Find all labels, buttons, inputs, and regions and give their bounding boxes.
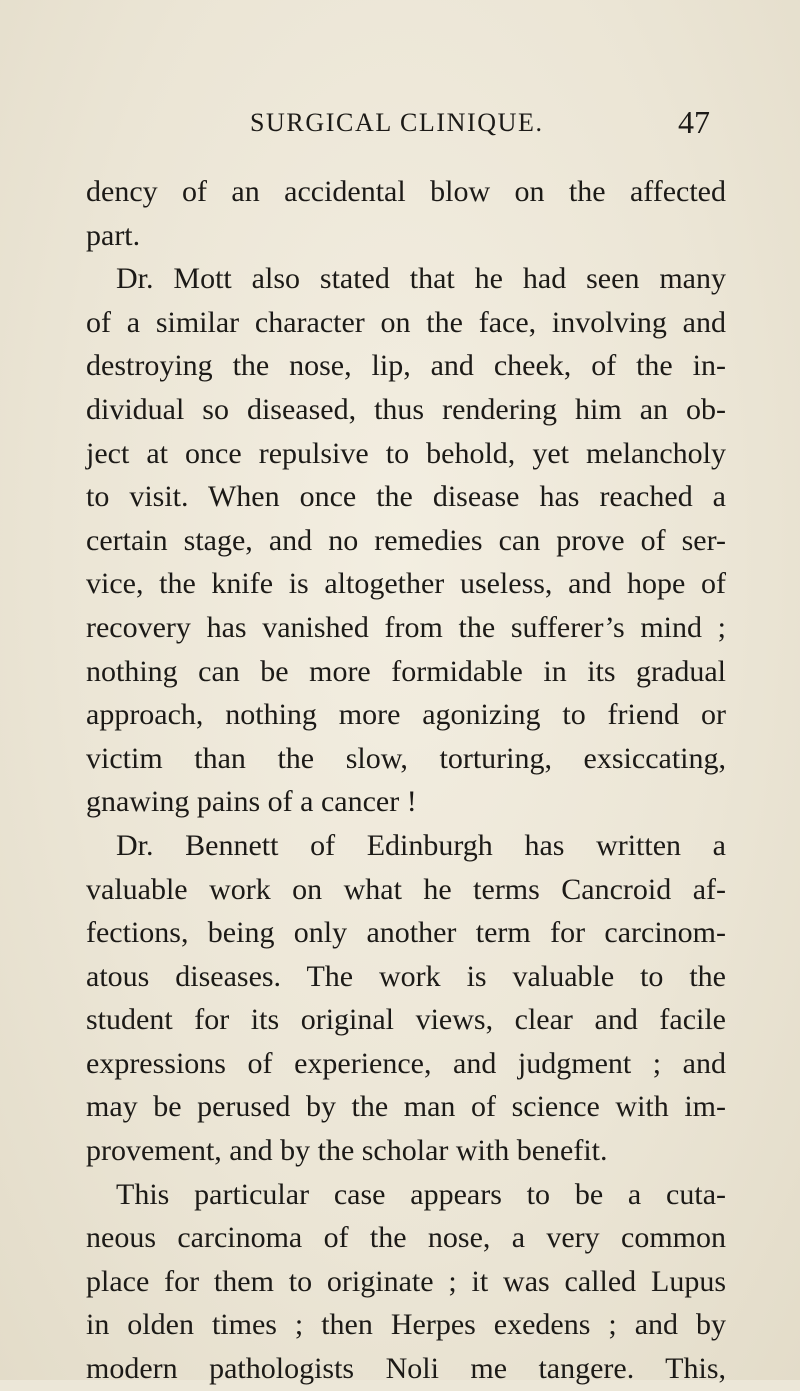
text-line: victim than the slow, torturing, exsiccating,: [86, 741, 726, 775]
text-line: dency of an accidental blow on the affected: [86, 175, 726, 208]
text-line: in olden times ; then Herpes exedens ; and by: [86, 1308, 726, 1342]
text-line: of a similar character on the face, involving and: [86, 305, 726, 339]
paragraph-start-line: Dr. Bennett of Edinburgh has written a: [116, 828, 726, 862]
text-line: may be perused by the man of science with im-: [86, 1090, 726, 1124]
text-line: valuable work on what he terms Cancroid af-: [86, 872, 726, 906]
text-line: to visit. When once the disease has reached a: [86, 480, 726, 514]
text-line: student for its original views, clear and facile: [86, 1003, 726, 1037]
text-line: gnawing pains of a cancer !: [86, 785, 417, 819]
text-line: dividual so diseased, thus rendering him an ob-: [86, 392, 726, 426]
text-line: nothing can be more formidable in its gradual: [86, 654, 726, 688]
body-text: [86, 170, 726, 1391]
text-line: destroying the nose, lip, and cheek, of the in-: [86, 349, 726, 383]
paragraph-start-line: This particular case appears to be a cuta-: [116, 1177, 726, 1211]
text-line: modern pathologists Noli me tangere. This,: [86, 1352, 726, 1386]
text-line: atous diseases. The work is valuable to the: [86, 959, 726, 993]
text-line: vice, the knife is altogether useless, and hope of: [86, 567, 726, 601]
text-line: part.: [86, 218, 141, 252]
text-line: certain stage, and no remedies can prove of ser-: [86, 523, 726, 557]
paragraph-start-line: Dr. Mott also stated that he had seen many: [116, 262, 726, 296]
running-title: SURGICAL CLINIQUE.: [250, 108, 544, 137]
text-line: place for them to originate ; it was called Lupus: [86, 1264, 726, 1298]
page-number: 47: [678, 104, 710, 140]
running-head: [250, 104, 710, 148]
text-line: fections, being only another term for carcinom-: [86, 916, 726, 950]
text-line: approach, nothing more agonizing to friend or: [86, 698, 726, 732]
text-line: provement, and by the scholar with benefit.: [86, 1134, 608, 1168]
text-line: ject at once repulsive to behold, yet melancholy: [86, 436, 726, 470]
text-line: expressions of experience, and judgment ; and: [86, 1046, 726, 1080]
text-line: neous carcinoma of the nose, a very common: [86, 1221, 726, 1255]
text-line: recovery has vanished from the sufferer’s mind ;: [86, 610, 726, 644]
